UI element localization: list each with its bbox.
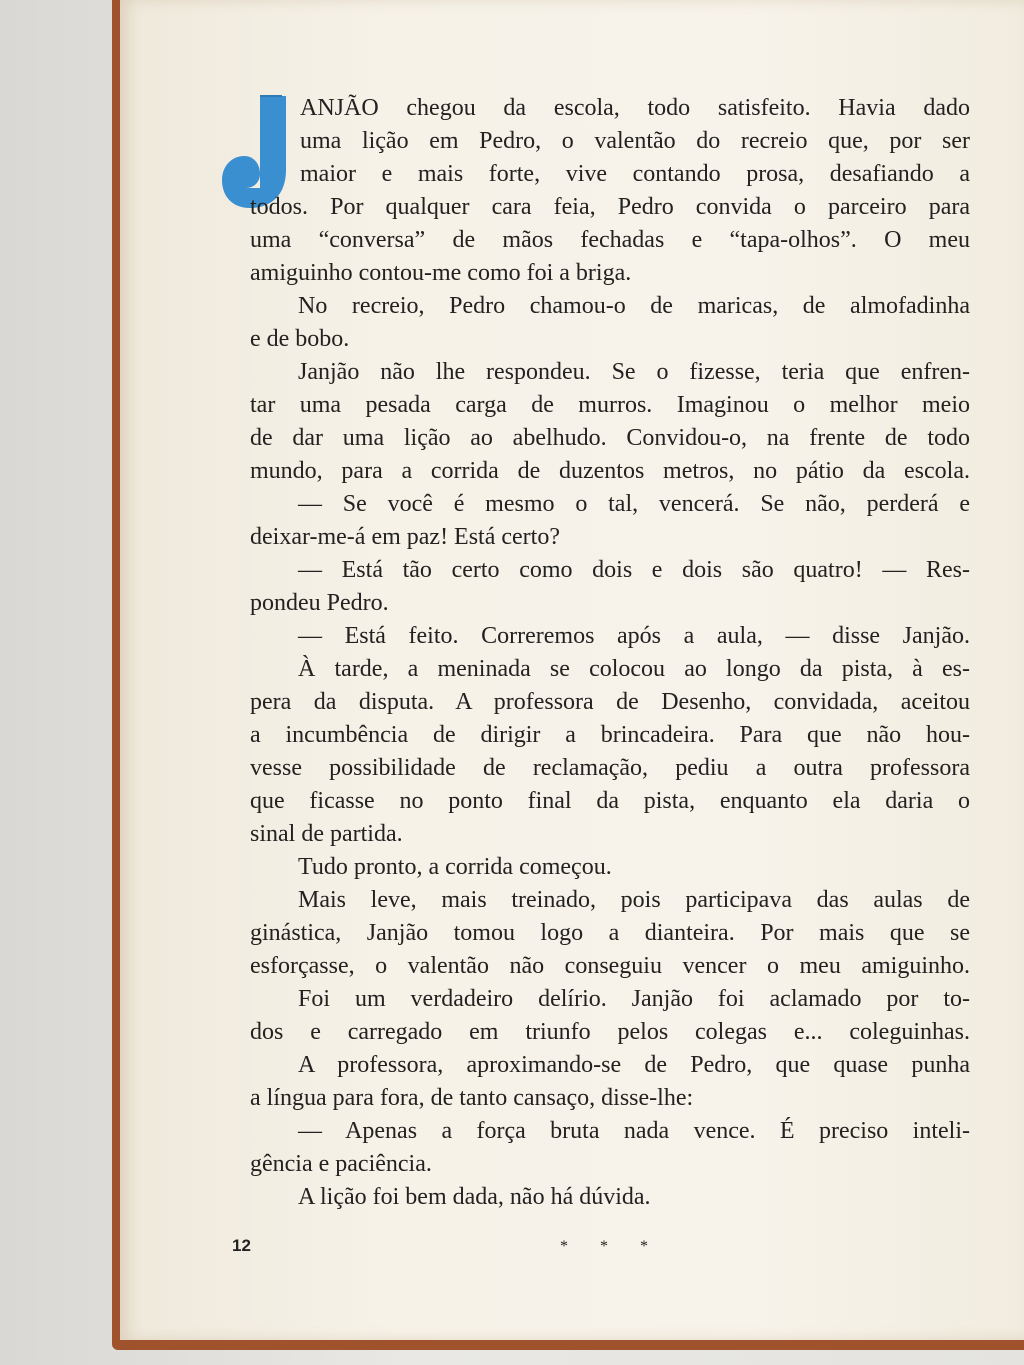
page-number: 12 [232,1236,251,1255]
text-line: — Apenas a força bruta nada vence. É preciso inteli- [298,1118,970,1144]
text-line: A lição foi bem dada, não há dúvida. [298,1184,651,1210]
text-line: amiguinho contou-me como foi a briga. [250,260,632,286]
text-line: — Se você é mesmo o tal, vencerá. Se não, perderá e [298,491,970,517]
text-line: — Está feito. Correremos após a aula, — disse Janjão. [298,623,970,649]
text-line: Mais leve, mais treinado, pois participava das aulas de [298,887,970,913]
text-line: de dar uma lição ao abelhudo. Convidou-o, na frente de todo [250,425,970,451]
text-line: dos e carregado em triunfo pelos colegas e... coleguinhas. [250,1019,970,1045]
text-line: — Está tão certo como dois e dois são quatro! — Res- [298,557,970,583]
text-line: todos. Por qualquer cara feia, Pedro convida o parceiro para [250,194,970,220]
text-line: ANJÃO chegou da escola, todo satisfeito. Havia dado [300,95,970,121]
text-line: ginástica, Janjão tomou logo a dianteira. Por mais que se [250,920,970,946]
text-line: Foi um verdadeiro delírio. Janjão foi aclamado por to- [298,986,970,1012]
text-line: mundo, para a corrida de duzentos metros, no pátio da escola. [250,458,970,484]
text-line: tar uma pesada carga de murros. Imaginou o melhor meio [250,392,970,418]
text-line: maior e mais forte, vive contando prosa, desafiando a [300,161,970,187]
text-line: deixar-me-á em paz! Está certo? [250,524,560,550]
text-line: que ficasse no ponto final da pista, enquanto ela daria o [250,788,970,814]
text-line: sinal de partida. [250,821,403,847]
text-line: Janjão não lhe respondeu. Se o fizesse, teria que enfren- [298,359,970,385]
text-line: À tarde, a meninada se colocou ao longo da pista, à es- [298,656,970,682]
text-line: A professora, aproximando-se de Pedro, que quase punha [298,1052,970,1078]
text-line: uma “conversa” de mãos fechadas e “tapa-olhos”. O meu [250,227,970,253]
text-line: Tudo pronto, a corrida começou. [298,854,612,880]
text-line: pondeu Pedro. [250,590,389,616]
text-line: esforçasse, o valentão não conseguiu vencer o meu amiguinho. [250,953,970,979]
text-line: e de bobo. [250,326,350,352]
body-text [250,92,970,1214]
text-line: vesse possibilidade de reclamação, pediu a outra professora [250,755,970,781]
text-line: uma lição em Pedro, o valentão do recreio que, por ser [300,128,970,154]
text-line: gência e paciência. [250,1151,432,1177]
book-page [120,0,1024,1340]
text-line: pera da disputa. A professora de Desenho, convidada, aceitou [250,689,970,715]
section-separator: * * * [560,1238,662,1255]
text-line: a incumbência de dirigir a brincadeira. Para que não hou- [250,722,970,748]
text-line: a língua para fora, de tanto cansaço, disse-lhe: [250,1085,694,1111]
text-line: No recreio, Pedro chamou-o de maricas, de almofadinha [298,293,970,319]
